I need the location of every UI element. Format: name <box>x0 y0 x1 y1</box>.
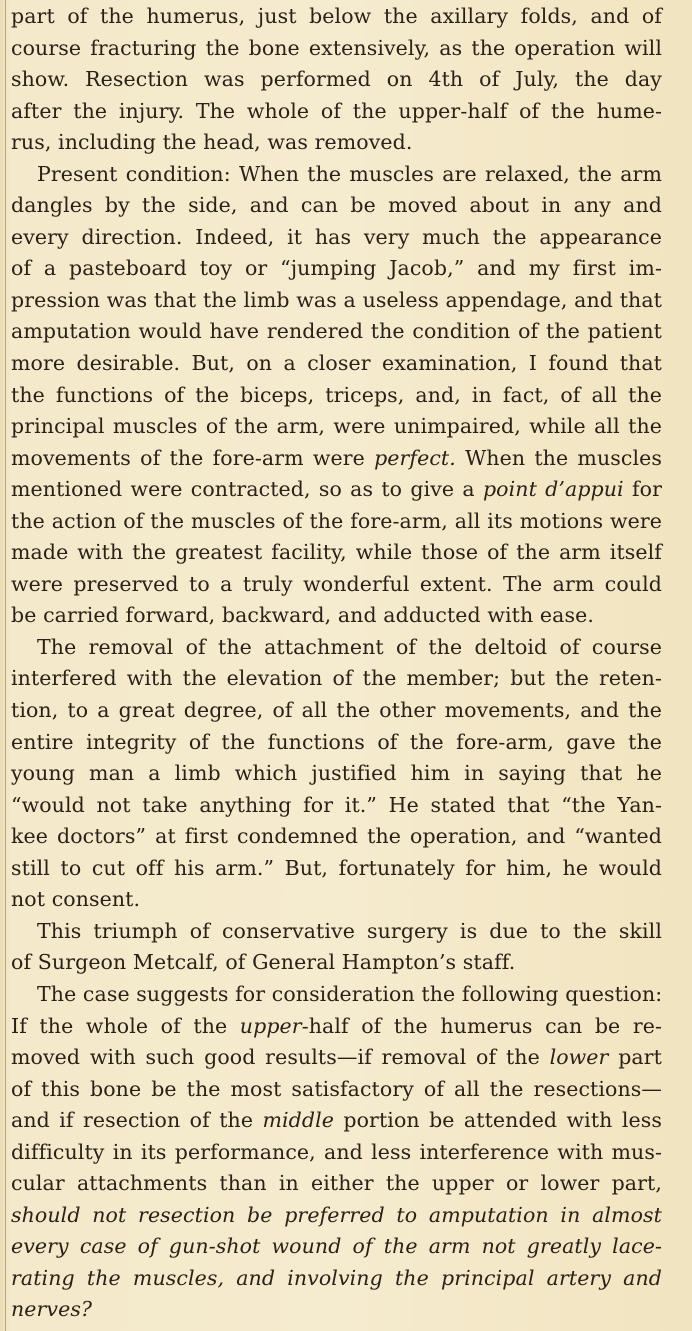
text-line: not consent. <box>11 887 141 912</box>
text-line: the functions of the biceps, triceps, and, in fact, of all the <box>11 382 662 407</box>
text-line: course fracturing the bone extensively, as the operation will <box>11 35 662 60</box>
text-line: If the whole of the upper-half of the humerus can be re- <box>11 1013 663 1038</box>
text-line: every case of gun-shot wound of the arm not greatly lace- <box>11 1234 662 1259</box>
text-line: part of the humerus, just below the axillary folds, and of <box>11 4 662 28</box>
text-line: more desirable. But, on a closer examination, I found that <box>11 351 662 376</box>
text-line: should not resection be preferred to amputation in almost <box>11 1202 662 1227</box>
text-line: nerves? <box>11 1297 93 1322</box>
text-line: show. Resection was performed on 4th of July, the day <box>11 67 662 92</box>
text-line: of a pasteboard toy or “jumping Jacob,” and my first im- <box>11 256 662 281</box>
text-line: after the injury. The whole of the upper-half of the hume- <box>11 98 662 123</box>
text-line: young man a limb which justified him in saying that he <box>11 761 662 786</box>
text-line: cular attachments than in either the upper or lower part, <box>11 1171 662 1196</box>
text-line: rus, including the head, was removed. <box>11 130 413 155</box>
text-line: dangles by the side, and can be moved about in any and <box>11 193 662 218</box>
text-line: kee doctors” at first condemned the operation, and “wanted <box>11 824 662 849</box>
text-line: interfered with the elevation of the member; but the reten- <box>11 666 662 691</box>
text-line: rating the muscles, and involving the principal artery and <box>11 1265 662 1290</box>
text-line: Present condition: When the muscles are relaxed, the arm <box>37 161 662 186</box>
text-line: This triumph of conservative surgery is due to the skill <box>37 918 662 943</box>
text-line: difficulty in its performance, and less interference with mus- <box>11 1139 662 1164</box>
text-line: tion, to a great degree, of all the other movements, and the <box>11 698 662 723</box>
column-rule <box>5 0 6 1331</box>
page-text <box>11 1 662 1326</box>
text-line: moved with such good results—if removal of the lower part <box>11 1045 662 1070</box>
text-line: of Surgeon Metcalf, of General Hampton’s staff. <box>11 950 516 975</box>
text-line: be carried forward, backward, and adducted with ease. <box>11 603 594 628</box>
text-line: amputation would have rendered the condition of the patient <box>11 319 662 344</box>
text-line: still to cut off his arm.” But, fortunately for him, he would <box>11 855 662 880</box>
text-line: of this bone be the most satisfactory of all the resections— <box>11 1076 662 1101</box>
text-line: mentioned were contracted, so as to give a point d’appui for <box>11 477 662 502</box>
text-line: principal muscles of the arm, were unimpaired, while all the <box>11 414 662 439</box>
text-line: entire integrity of the functions of the fore-arm, gave the <box>11 729 662 754</box>
text-line: pression was that the limb was a useless appendage, and that <box>11 287 662 312</box>
text-line: “would not take anything for it.” He stated that “the Yan- <box>11 792 662 817</box>
text-line: and if resection of the middle portion be attended with less <box>11 1108 662 1133</box>
text-line: were preserved to a truly wonderful extent. The arm could <box>11 571 662 596</box>
text-line: The case suggests for consideration the following question: <box>37 981 663 1006</box>
text-line: the action of the muscles of the fore-arm, all its motions were <box>11 508 662 533</box>
text-line: The removal of the attachment of the deltoid of course <box>37 634 662 659</box>
text-line: made with the greatest facility, while those of the arm itself <box>11 540 662 565</box>
text-line: every direction. Indeed, it has very much the appearance <box>11 224 662 249</box>
text-line: movements of the fore-arm were perfect. When the muscles <box>11 445 662 470</box>
